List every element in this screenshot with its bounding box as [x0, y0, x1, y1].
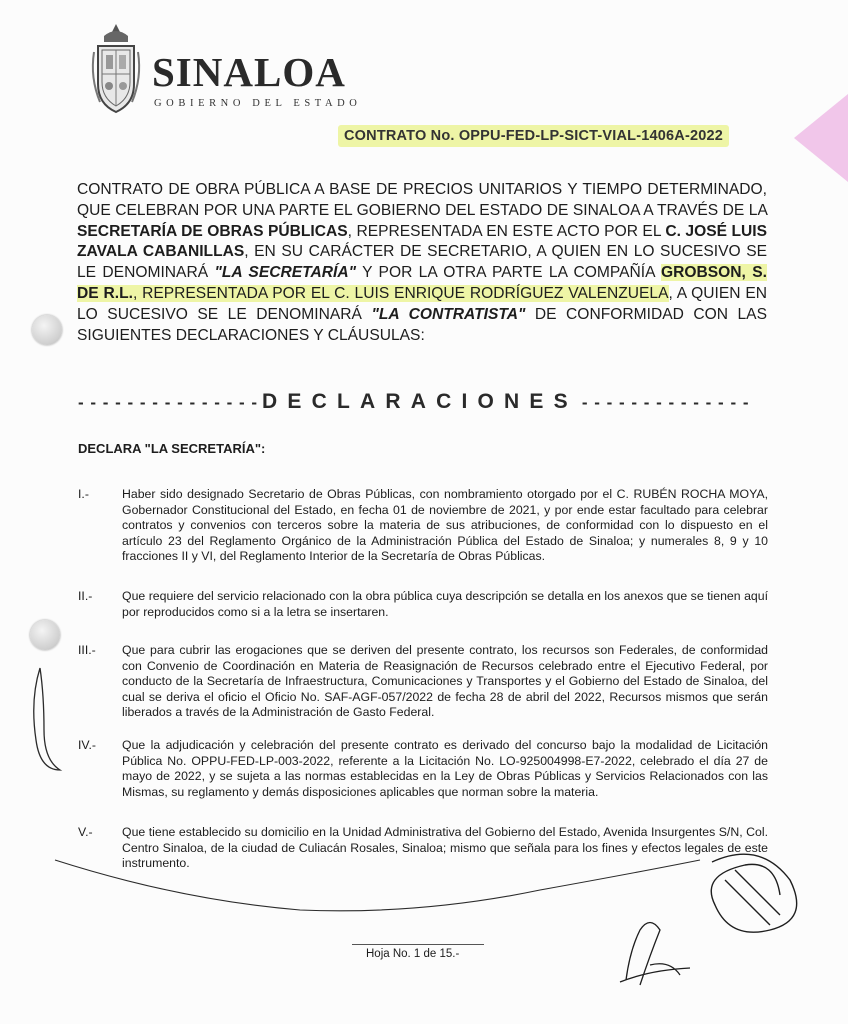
item-number: II.- [78, 589, 93, 603]
item-number: III.- [78, 643, 96, 657]
intro-bold-la-secretaria: "LA SECRETARÍA" [214, 264, 357, 282]
intro-paragraph [77, 180, 767, 346]
dashes-left: - - - - - - - - - - - - - - - [78, 393, 259, 412]
item-text: Que para cubrir las erogaciones que se deriven del presente contrato, los recursos son Federales, de conformidad con Convenio de Coordinación en Materia de Reasignación de Recursos celebrado entre el Ejecutivo Federal, por conducto de la Secretaría de Infraestructura, Comunicaciones y Transportes y el Gobierno del Estado de Sinaloa, del cual se deriva el oficio el Oficio No. SAF-AGF-057/2022 de fecha 28 de abril del 2022, Recursos mismos que serán liberados a través de la Administración de Gasto Federal. [122, 643, 768, 720]
brand-subtitle: GOBIERNO DEL ESTADO [154, 98, 362, 109]
intro-text-2: , REPRESENTADA EN ESTE ACTO POR EL [347, 222, 666, 240]
item-text: Que la adjudicación y celebración del presente contrato es derivado del concurso bajo la modalidad de Licitación Pública No. OPPU-FED-LP-003-2022, referente a la Licitación No. LO-925004998-E7-2022, celebrado el día 27 de mayo de 2022, y se sujeta a las normas establecidas en la Ley de Obras Públicas y Servicios Relacionados con las Mismas, su reglamento y demás disposiciones aplicables que norman sobre la materia. [122, 738, 768, 799]
item-text: Que tiene establecido su domicilio en la Unidad Administrativa del Gobierno del Estado, Avenida Insurgentes S/N, Col. Centro Sinaloa, de la ciudad de Culiacán Rosales, Sinaloa; mismo que señala para los fines y efectos legales de este instrumento. [122, 825, 768, 871]
bottom-initials [620, 923, 690, 986]
dashes-right: - - - - - - - - - - - - - - [581, 393, 750, 412]
declaraciones-heading [78, 390, 768, 414]
declaration-item [78, 589, 768, 620]
pink-page-tab-icon [784, 90, 848, 186]
intro-text-7: DE CONFORMIDAD CON LAS SIGUIENTES DECLARACIONES Y CLÁUSULAS: [77, 305, 767, 344]
intro-bold-la-contratista: "LA CONTRATISTA" [371, 305, 526, 323]
page-footer: Hoja No. 1 de 15.- [366, 948, 460, 960]
intro-text-4: Y POR LA OTRA PARTE LA COMPAÑÍA [356, 264, 661, 282]
intro-text-3: , EN SU CARÁCTER DE SECRETARIO, A QUIEN EN LO SUCESIVO SE LE DENOMINARÁ [77, 243, 768, 282]
declaration-item [78, 643, 768, 721]
intro-text-1: CONTRATO DE OBRA PÚBLICA A BASE DE PRECIOS UNITARIOS Y TIEMPO DETERMINADO, QUE CELEBRAN POR UNA PARTE EL GOBIERNO DEL ESTADO DE SINALOA A TRAVÉS DE LA [77, 181, 767, 219]
item-number: I.- [78, 487, 89, 501]
item-number: V.- [78, 825, 93, 839]
intro-bold-company: GROBSON, S. DE R.L. [77, 264, 767, 302]
brand [152, 49, 362, 109]
intro-bold-representative: C. JOSÉ LUIS ZAVALA CABANILLAS [77, 222, 767, 261]
brand-name: SINALOA [152, 49, 346, 95]
declaration-item [78, 825, 768, 872]
margin-signature-loop [34, 668, 60, 770]
declaraciones-title: DECLARACIONES [262, 390, 578, 413]
punch-hole [30, 620, 60, 650]
item-text: Que requiere del servicio relacionado con la obra pública cuya descripción se detalla en los anexos que se tienen aquí por reproducidos como si a la letra se insertaren. [122, 589, 768, 619]
declaration-item [78, 487, 768, 565]
item-text: Haber sido designado Secretario de Obras Públicas, con nombramiento otorgado por el C. RUBÉN ROCHA MOYA, Gobernador Constitucional del Estado, en fecha 01 de noviembre de 2021, y por ende estar facultado para celebrar contratos y convenios con terceros sobre la materia de sus atribuciones, de conformidad con lo dispuesto en el artículo 23 del Reglamento Orgánico de la Administración Pública del Estado de Sinaloa; y numerales 8, 9 y 10 fracciones II y VI, del Reglamento Interior de la Secretaría de Obras Públicas. [122, 487, 768, 564]
declara-secretaria-subtitle: DECLARA "LA SECRETARÍA": [78, 441, 266, 456]
footer-rule [352, 944, 484, 945]
intro-bold-secretaria: SECRETARÍA DE OBRAS PÚBLICAS [77, 222, 348, 240]
intro-highlight-representative: , REPRESENTADA POR EL C. LUIS ENRIQUE RODRÍGUEZ VALENZUELA [132, 284, 669, 302]
intro-text-6: , A QUIEN EN LO SUCESIVO SE LE DENOMINARÁ [77, 284, 768, 323]
item-number: IV.- [78, 738, 97, 752]
coat-of-arms-logo [86, 22, 146, 118]
punch-hole [32, 315, 62, 345]
declaration-item [78, 738, 768, 800]
contract-number: CONTRATO No. OPPU-FED-LP-SICT-VIAL-1406A-2022 [338, 125, 729, 147]
